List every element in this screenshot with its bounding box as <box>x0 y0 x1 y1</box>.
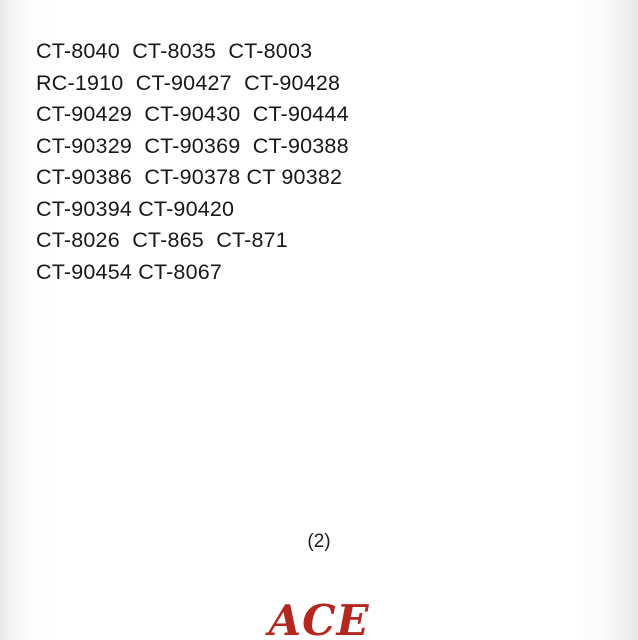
ace-logo: ACE <box>268 596 370 640</box>
list-item: CT-8040 CT-8035 CT-8003 <box>36 39 313 63</box>
list-item: RC-1910 CT-90427 CT-90428 <box>36 70 341 95</box>
list-item: CT-8026 CT-865 CT-871 <box>36 228 288 252</box>
list-item: CT-90429 CT-90430 CT-90444 <box>36 102 349 126</box>
list-item: CT-90454 CT-8067 <box>36 259 223 284</box>
product-code-list <box>36 36 556 288</box>
list-item: CT-90329 CT-90369 CT-90388 <box>36 133 349 158</box>
list-item: CT-90394 CT-90420 <box>36 196 235 221</box>
page-number: (2) <box>307 531 331 552</box>
list-item: CT-90386 CT-90378 CT 90382 <box>36 165 343 189</box>
